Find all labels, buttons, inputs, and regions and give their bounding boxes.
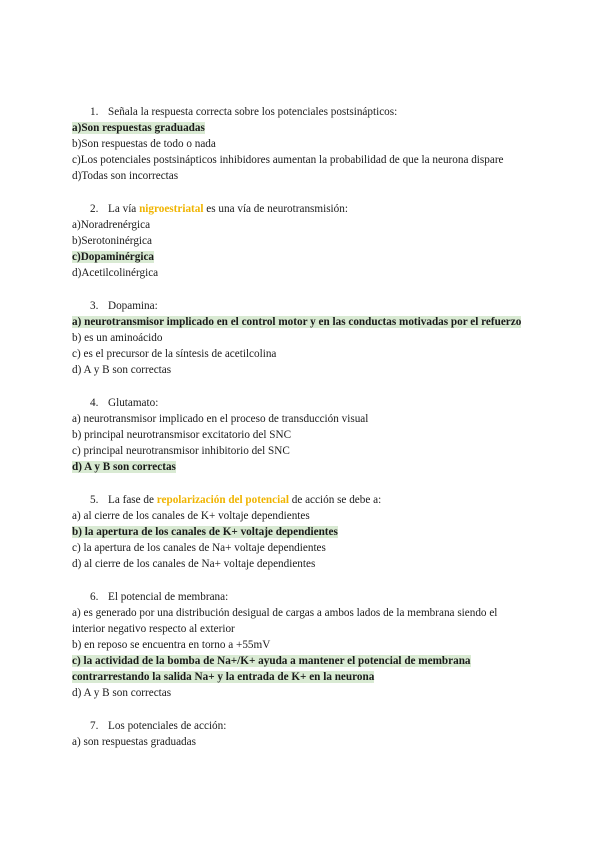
answer-text: a) es generado por una distribución desigual de cargas a ambos lados de la membrana siendo el interior negativo respecto al exterior	[72, 607, 498, 635]
answer-option	[72, 362, 530, 378]
question-text-segment: El potencial de membrana:	[108, 591, 229, 603]
answer-option	[72, 685, 530, 701]
answer-text: d) al cierre de los canales de Na+ voltaje dependientes	[72, 558, 316, 570]
question-text-segment: es una vía de neurotransmisión:	[203, 203, 348, 215]
answer-option	[72, 217, 530, 233]
answer-text: c)Los potenciales postsinápticos inhibidores aumentan la probabilidad de que la neurona dispare	[72, 154, 504, 166]
question-1	[72, 104, 530, 184]
keyword-highlight: nigroestriatal	[139, 203, 204, 215]
question-text	[108, 395, 158, 411]
question-title	[72, 589, 530, 605]
answer-text: d) A y B son correctas	[72, 687, 172, 699]
question-7	[72, 718, 530, 750]
answer-option	[72, 233, 530, 249]
question-text-segment: de acción se debe a:	[288, 494, 382, 506]
question-text	[108, 492, 381, 508]
question-number: 5.	[90, 494, 99, 506]
correct-answer-text: b) la apertura de los canales de K+ voltaje dependientes	[72, 526, 338, 538]
question-text	[108, 104, 397, 120]
document-page	[72, 104, 530, 767]
keyword-highlight: repolarización del potencial	[156, 494, 289, 506]
question-number: 6.	[90, 591, 99, 603]
answer-option	[72, 330, 530, 346]
question-text-segment: La fase de	[108, 494, 157, 506]
question-4	[72, 395, 530, 475]
question-title	[72, 718, 530, 734]
question-title	[72, 395, 530, 411]
question-number: 1.	[90, 106, 99, 118]
answer-text: a)Noradrenérgica	[72, 219, 151, 231]
question-number: 7.	[90, 720, 99, 732]
answer-option	[72, 605, 530, 637]
answer-text: d) A y B son correctas	[72, 364, 172, 376]
question-text	[108, 298, 158, 314]
question-text	[108, 589, 228, 605]
question-title	[72, 298, 530, 314]
answer-option	[72, 459, 530, 475]
answer-text: b) es un aminoácido	[72, 332, 163, 344]
question-title	[72, 492, 530, 508]
answer-text: b)Serotoninérgica	[72, 235, 152, 247]
answer-option	[72, 136, 530, 152]
answer-text: b) principal neurotransmisor excitatorio del SNC	[72, 429, 292, 441]
answer-text: c) principal neurotransmisor inhibitorio del SNC	[72, 445, 290, 457]
question-text-segment: Señala la respuesta correcta sobre los potenciales postsinápticos:	[108, 106, 398, 118]
answer-option	[72, 168, 530, 184]
question-text	[108, 201, 348, 217]
answer-option	[72, 540, 530, 556]
answer-option	[72, 443, 530, 459]
correct-answer-text: a) neurotransmisor implicado en el control motor y en las conductas motivadas por el refuerzo	[72, 316, 522, 328]
question-3	[72, 298, 530, 378]
question-title	[72, 201, 530, 217]
question-6	[72, 589, 530, 701]
answer-text: c) la apertura de los canales de Na+ voltaje dependientes	[72, 542, 326, 554]
question-5	[72, 492, 530, 572]
answer-option	[72, 653, 530, 685]
question-number: 4.	[90, 397, 99, 409]
answer-option	[72, 120, 530, 136]
question-number: 2.	[90, 203, 99, 215]
answer-option	[72, 346, 530, 362]
answer-text: c) es el precursor de la síntesis de acetilcolina	[72, 348, 277, 360]
answer-text: a) neurotransmisor implicado en el proceso de transducción visual	[72, 413, 369, 425]
answer-text: a) al cierre de los canales de K+ voltaje dependientes	[72, 510, 310, 522]
answer-option	[72, 152, 530, 168]
answer-option	[72, 249, 530, 265]
question-text-segment: Los potenciales de acción:	[108, 720, 227, 732]
answer-text: d)Todas son incorrectas	[72, 170, 179, 182]
question-title	[72, 104, 530, 120]
question-text-segment: La vía	[108, 203, 140, 215]
answer-option	[72, 734, 530, 750]
correct-answer-text: c)Dopaminérgica	[72, 251, 155, 263]
answer-text: d)Acetilcolinérgica	[72, 267, 159, 279]
answer-option	[72, 427, 530, 443]
answer-option	[72, 556, 530, 572]
answer-option	[72, 508, 530, 524]
answer-text: b)Son respuestas de todo o nada	[72, 138, 216, 150]
answer-text: b) en reposo se encuentra en torno a +55mV	[72, 639, 271, 651]
answer-option	[72, 265, 530, 281]
correct-answer-text: d) A y B son correctas	[72, 461, 176, 473]
question-2	[72, 201, 530, 281]
answer-option	[72, 524, 530, 540]
question-text-segment: Glutamato:	[108, 397, 159, 409]
answer-text: a) son respuestas graduadas	[72, 736, 196, 748]
answer-option	[72, 314, 530, 330]
correct-answer-text: a)Son respuestas graduadas	[72, 122, 205, 134]
answer-option	[72, 637, 530, 653]
question-text-segment: Dopamina:	[108, 300, 158, 312]
question-number: 3.	[90, 300, 99, 312]
correct-answer-text: c) la actividad de la bomba de Na+/K+ ayuda a mantener el potencial de membrana contrarrestando la salida Na+ y la entrada de K+ en la neurona	[72, 655, 471, 683]
question-text	[108, 718, 226, 734]
answer-option	[72, 411, 530, 427]
